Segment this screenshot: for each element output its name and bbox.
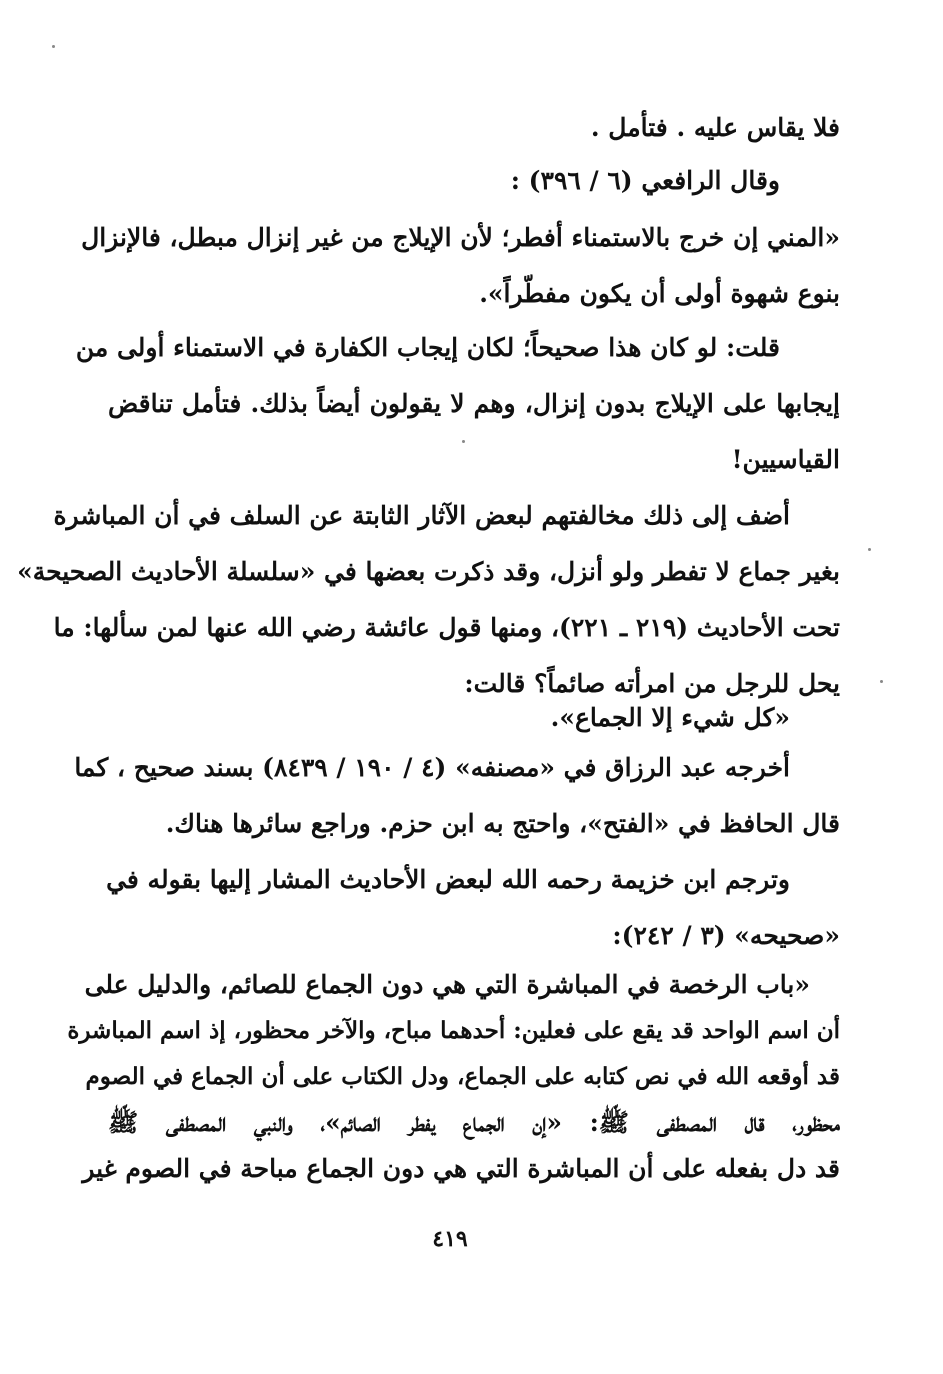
text-line: أن اسم الواحد قد يقع على فعلين: أحدهما مباح، والآخر محظور، إذ اسم المباشرة [67, 1017, 840, 1044]
text-line: أضف إلى ذلك مخالفتهم لبعض الآثار الثابتة عن السلف في أن المباشرة [53, 501, 790, 530]
text-line: قلت: لو كان هذا صحيحاً؛ لكان إيجاب الكفارة في الاستمناء أولى من [75, 333, 780, 362]
text-line: قد دل بفعله على أن المباشرة التي هي دون الجماع مباحة في الصوم غير [82, 1154, 840, 1183]
paragraph-p2 [108, 153, 840, 209]
text-line: «باب الرخصة في المباشرة التي هي دون الجماع للصائم، والدليل على [84, 970, 810, 999]
paragraph-p7 [74, 740, 840, 852]
page-number: ٤١٩ [432, 1226, 468, 1252]
paragraph-p3 [81, 210, 840, 322]
text-line: تحت الأحاديث (٢١٩ ـ ٢٢١)، ومنها قول عائشة رضي الله عنها لمن سألها: ما [53, 613, 840, 642]
paragraph-p9 [67, 962, 840, 1192]
paragraph-p4 [75, 320, 840, 488]
text-line: «صحيحه» (٣ / ٢٤٢): [612, 921, 840, 950]
paragraph-p1 [108, 100, 840, 156]
text-line: وقال الرافعي (٦ / ٣٩٦) : [510, 166, 780, 195]
text-line: إيجابها على الإيلاج بدون إنزال، وهم لا يقولون أيضاً بذلك. فتأمل تناقض [108, 389, 840, 418]
scan-speck [868, 548, 871, 551]
text-line: بنوع شهوة أولى أن يكون مفطّراً». [479, 279, 840, 308]
text-line: محظور، قال المصطفى ﷺ: «إن الجماع يفطر الصائم»، والنبي المصطفى ﷺ [108, 1108, 840, 1137]
text-line: فلا يقاس عليه . فتأمل . [590, 113, 840, 142]
text-line: أخرجه عبد الرزاق في «مصنفه» (٤ / ١٩٠ / ٨٤٣٩) بسند صحيح ، كما [74, 753, 790, 782]
text-line: قد أوقعه الله في نص كتابه على الجماع، ودل الكتاب على أن الجماع في الصوم [85, 1063, 840, 1090]
text-line: وترجم ابن خزيمة رحمه الله لبعض الأحاديث المشار إليها بقوله في [106, 865, 790, 894]
paragraph-p8 [108, 852, 840, 964]
text-line: قال الحافظ في «الفتح»، واحتج به ابن حزم. وراجع سائرها هناك. [165, 809, 840, 838]
text-line: القياسيين! [731, 445, 840, 474]
text-line: «المني إن خرج بالاستمناء أفطر؛ لأن الإيلاج من غير إنزال مبطل، فالإنزال [81, 223, 840, 252]
text-line: بغير جماع لا تفطر ولو أنزل، وقد ذكرت بعضها في «سلسلة الأحاديث الصحيحة» [17, 557, 840, 586]
text-line: يحل للرجل من امرأته صائماً؟ قالت: [464, 669, 840, 698]
paragraph-p5 [17, 488, 840, 712]
scan-speck [880, 680, 883, 683]
paragraph-p6 [108, 690, 840, 746]
scan-speck [462, 440, 465, 443]
text-line: «كل شيء إلا الجماع». [550, 703, 790, 732]
scan-speck [52, 45, 55, 48]
